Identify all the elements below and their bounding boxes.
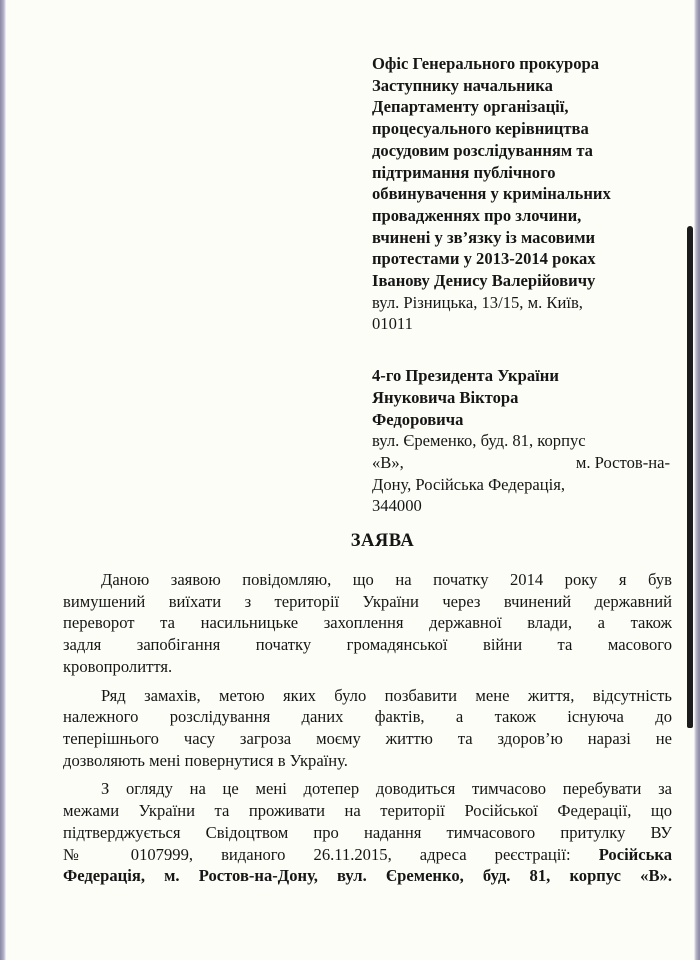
recipient-address-line: Дону, Російська Федерація, (372, 474, 566, 494)
paragraph-2 (63, 685, 672, 772)
recipient-postal-code: 01011 (372, 314, 413, 334)
recipient-address-line: вул. Єременко, буд. 81, корпус (372, 431, 586, 451)
body-line: З огляду на це мені дотепер доводиться тимчасово перебувати за (101, 779, 672, 799)
recipient-name-line: Іванову Денису Валерійовичу (372, 271, 596, 291)
address-fragment: м. Ростов-на- (575, 452, 670, 472)
recipient-address-line: вул. Різницька, 13/15, м. Київ, (372, 292, 583, 312)
recipient-line: Офіс Генерального прокурора (372, 54, 600, 73)
body-line: межами України та проживати на території Російської Федерації, що (63, 801, 672, 821)
body-line: дозволяють мені повернутися в Україну. (63, 750, 348, 770)
document-content (63, 0, 672, 894)
recipient-office-block (372, 0, 670, 335)
recipient-line: досудовим розслідуванням та (372, 140, 593, 160)
body-line (63, 844, 672, 866)
paragraph-1 (63, 569, 672, 678)
body-line: переворот та насильницьке захоплення державної влади, а також (63, 613, 672, 633)
recipient-line: протестами у 2013-2014 роках (372, 249, 596, 269)
scan-artifact-streak (687, 226, 693, 728)
recipient-president-block (372, 365, 670, 517)
recipient-address-line (372, 452, 670, 474)
recipient-line: 4-го Президента України (372, 366, 559, 386)
body-line: теперішнього часу загроза моєму життю та здоров’ю наразі не (63, 728, 672, 748)
recipient-line: Департаменту організації, (372, 97, 569, 117)
address-fragment: «В», (372, 452, 404, 472)
registration-address-bold: Російська (598, 844, 672, 864)
recipient-line: процесуального керівництва (372, 119, 589, 139)
recipient-line: Федоровича (372, 409, 464, 429)
body-line: Даною заявою повідомляю, що на початку 2014 року я був (101, 570, 672, 590)
body-text-fragment: № 0107999, виданого 26.11.2015, адреса реєстрації: (63, 844, 571, 864)
body-line: належного розслідування даних фактів, а також існуюча до (63, 707, 672, 727)
document-title: ЗАЯВА (350, 531, 415, 552)
recipient-line: провадженнях про злочини, (372, 205, 582, 225)
recipient-line: вчинені у зв’язку із масовими (372, 227, 596, 247)
recipient-line: Януковича Віктора (372, 387, 519, 407)
body-line: вимушений виїхати з території України через вчинений державний (63, 591, 672, 611)
recipient-postal-code: 344000 (372, 496, 422, 516)
body-line: кровопролиття. (63, 656, 173, 676)
paragraph-3 (63, 778, 672, 887)
body-line: Ряд замахів, метою яких було позбавити мене життя, відсутність (101, 685, 672, 705)
registration-address-bold: Федерація, м. Ростов-на-Дону, вул. Єременко, буд. 81, корпус «В». (63, 866, 672, 886)
body-line: задля запобігання початку громадянської війни та масового (63, 635, 672, 655)
recipient-line: обвинувачення у кримінальних (372, 184, 611, 204)
recipient-line: Заступнику начальника (372, 75, 553, 95)
right-scan-edge-line (694, 0, 700, 960)
left-scan-edge-line (0, 0, 6, 960)
body-line: підтверджується Свідоцтвом про надання тимчасового притулку ВУ (63, 822, 672, 842)
recipient-line: підтримання публічного (372, 162, 556, 182)
